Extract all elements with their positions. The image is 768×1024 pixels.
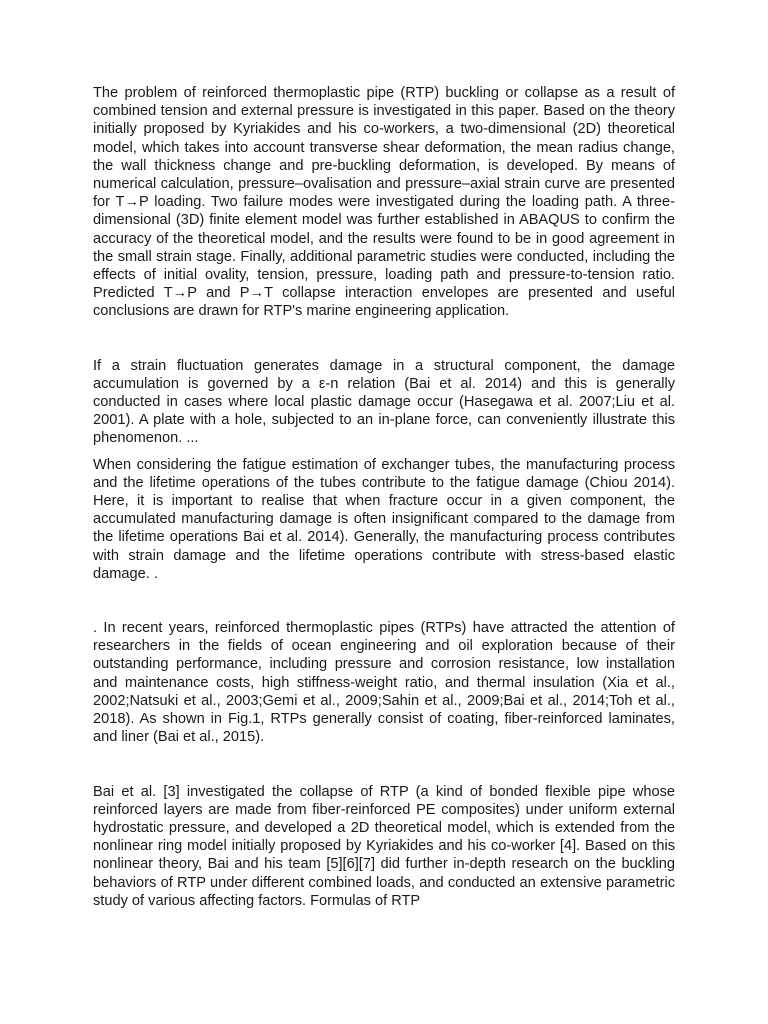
paragraph-fatigue-estimation: When considering the fatigue estimation of exchanger tubes, the manufacturing process and the lifetime operations of the tubes contribute to the fatigue damage (Chiou 2014). Here, it is important to realise that when fracture occur in a given component, the accumulated manufacturing damage is often insignificant compared to the damage from the lifetime operations Bai et al. 2014). Generally, the manufacturing process contributes with strain damage and the lifetime operations contribute with stress-based elastic damage. . xyxy=(93,456,675,582)
paragraph-bai-collapse: Bai et al. [3] investigated the collapse of RTP (a kind of bonded flexible pipe whose reinforced layers are made from fiber-reinforced PE composites) under uniform external hydrostatic pressure, and developed a 2D theoretical model, which is extended from the nonlinear ring model initially proposed by Kyriakides and his co-worker [4]. Based on this nonlinear theory, Bai and his team [5][6][7] did further in-depth research on the buckling behaviors of RTP under different combined loads, and conducted an extensive parametric study of various affecting factors. Formulas of RTP xyxy=(93,783,675,909)
paragraph-abstract: The problem of reinforced thermoplastic pipe (RTP) buckling or collapse as a result of combined tension and external pressure is investigated in this paper. Based on the theory initially proposed by Kyriakides and his co-workers, a two-dimensional (2D) theoretical model, which takes into account transverse shear deformation, the mean radius change, the wall thickness change and pre-buckling deformation, is developed. By means of numerical calculation, pressure–ovalisation and pressure–axial strain curve are presented for T→P loading. Two failure modes were investigated during the loading path. A three-dimensional (3D) finite element model was further established in ABAQUS to confirm the accuracy of the theoretical model, and the results were found to be in good agreement in the small strain stage. Finally, additional parametric studies were conducted, including the effects of initial ovality, tension, pressure, loading path and pressure-to-tension ratio. Predicted T→P and P→T collapse interaction envelopes are presented and useful conclusions are drawn for RTP's marine engineering application. xyxy=(93,85,675,320)
paragraph-rtp-introduction: . In recent years, reinforced thermoplastic pipes (RTPs) have attracted the attention of researchers in the fields of ocean engineering and oil exploration because of their outstanding performance, including pressure and corrosion resistance, low installation and maintenance costs, high stiffness-weight ratio, and thermal insulation (Xia et al., 2002;Natsuki et al., 2003;Gemi et al., 2009;Sahin et al., 2009;Bai et al., 2014;Toh et al., 2018). As shown in Fig.1, RTPs generally consist of coating, fiber-reinforced laminates, and liner (Bai et al., 2015). xyxy=(93,620,675,746)
paragraph-strain-damage: If a strain fluctuation generates damage in a structural component, the damage accumulation is governed by a ε-n relation (Bai et al. 2014) and this is generally conducted in cases where local plastic damage occur (Hasegawa et al. 2007;Liu et al. 2001). A plate with a hole, subjected to an in-plane force, can conveniently illustrate this phenomenon. ... xyxy=(93,357,675,447)
